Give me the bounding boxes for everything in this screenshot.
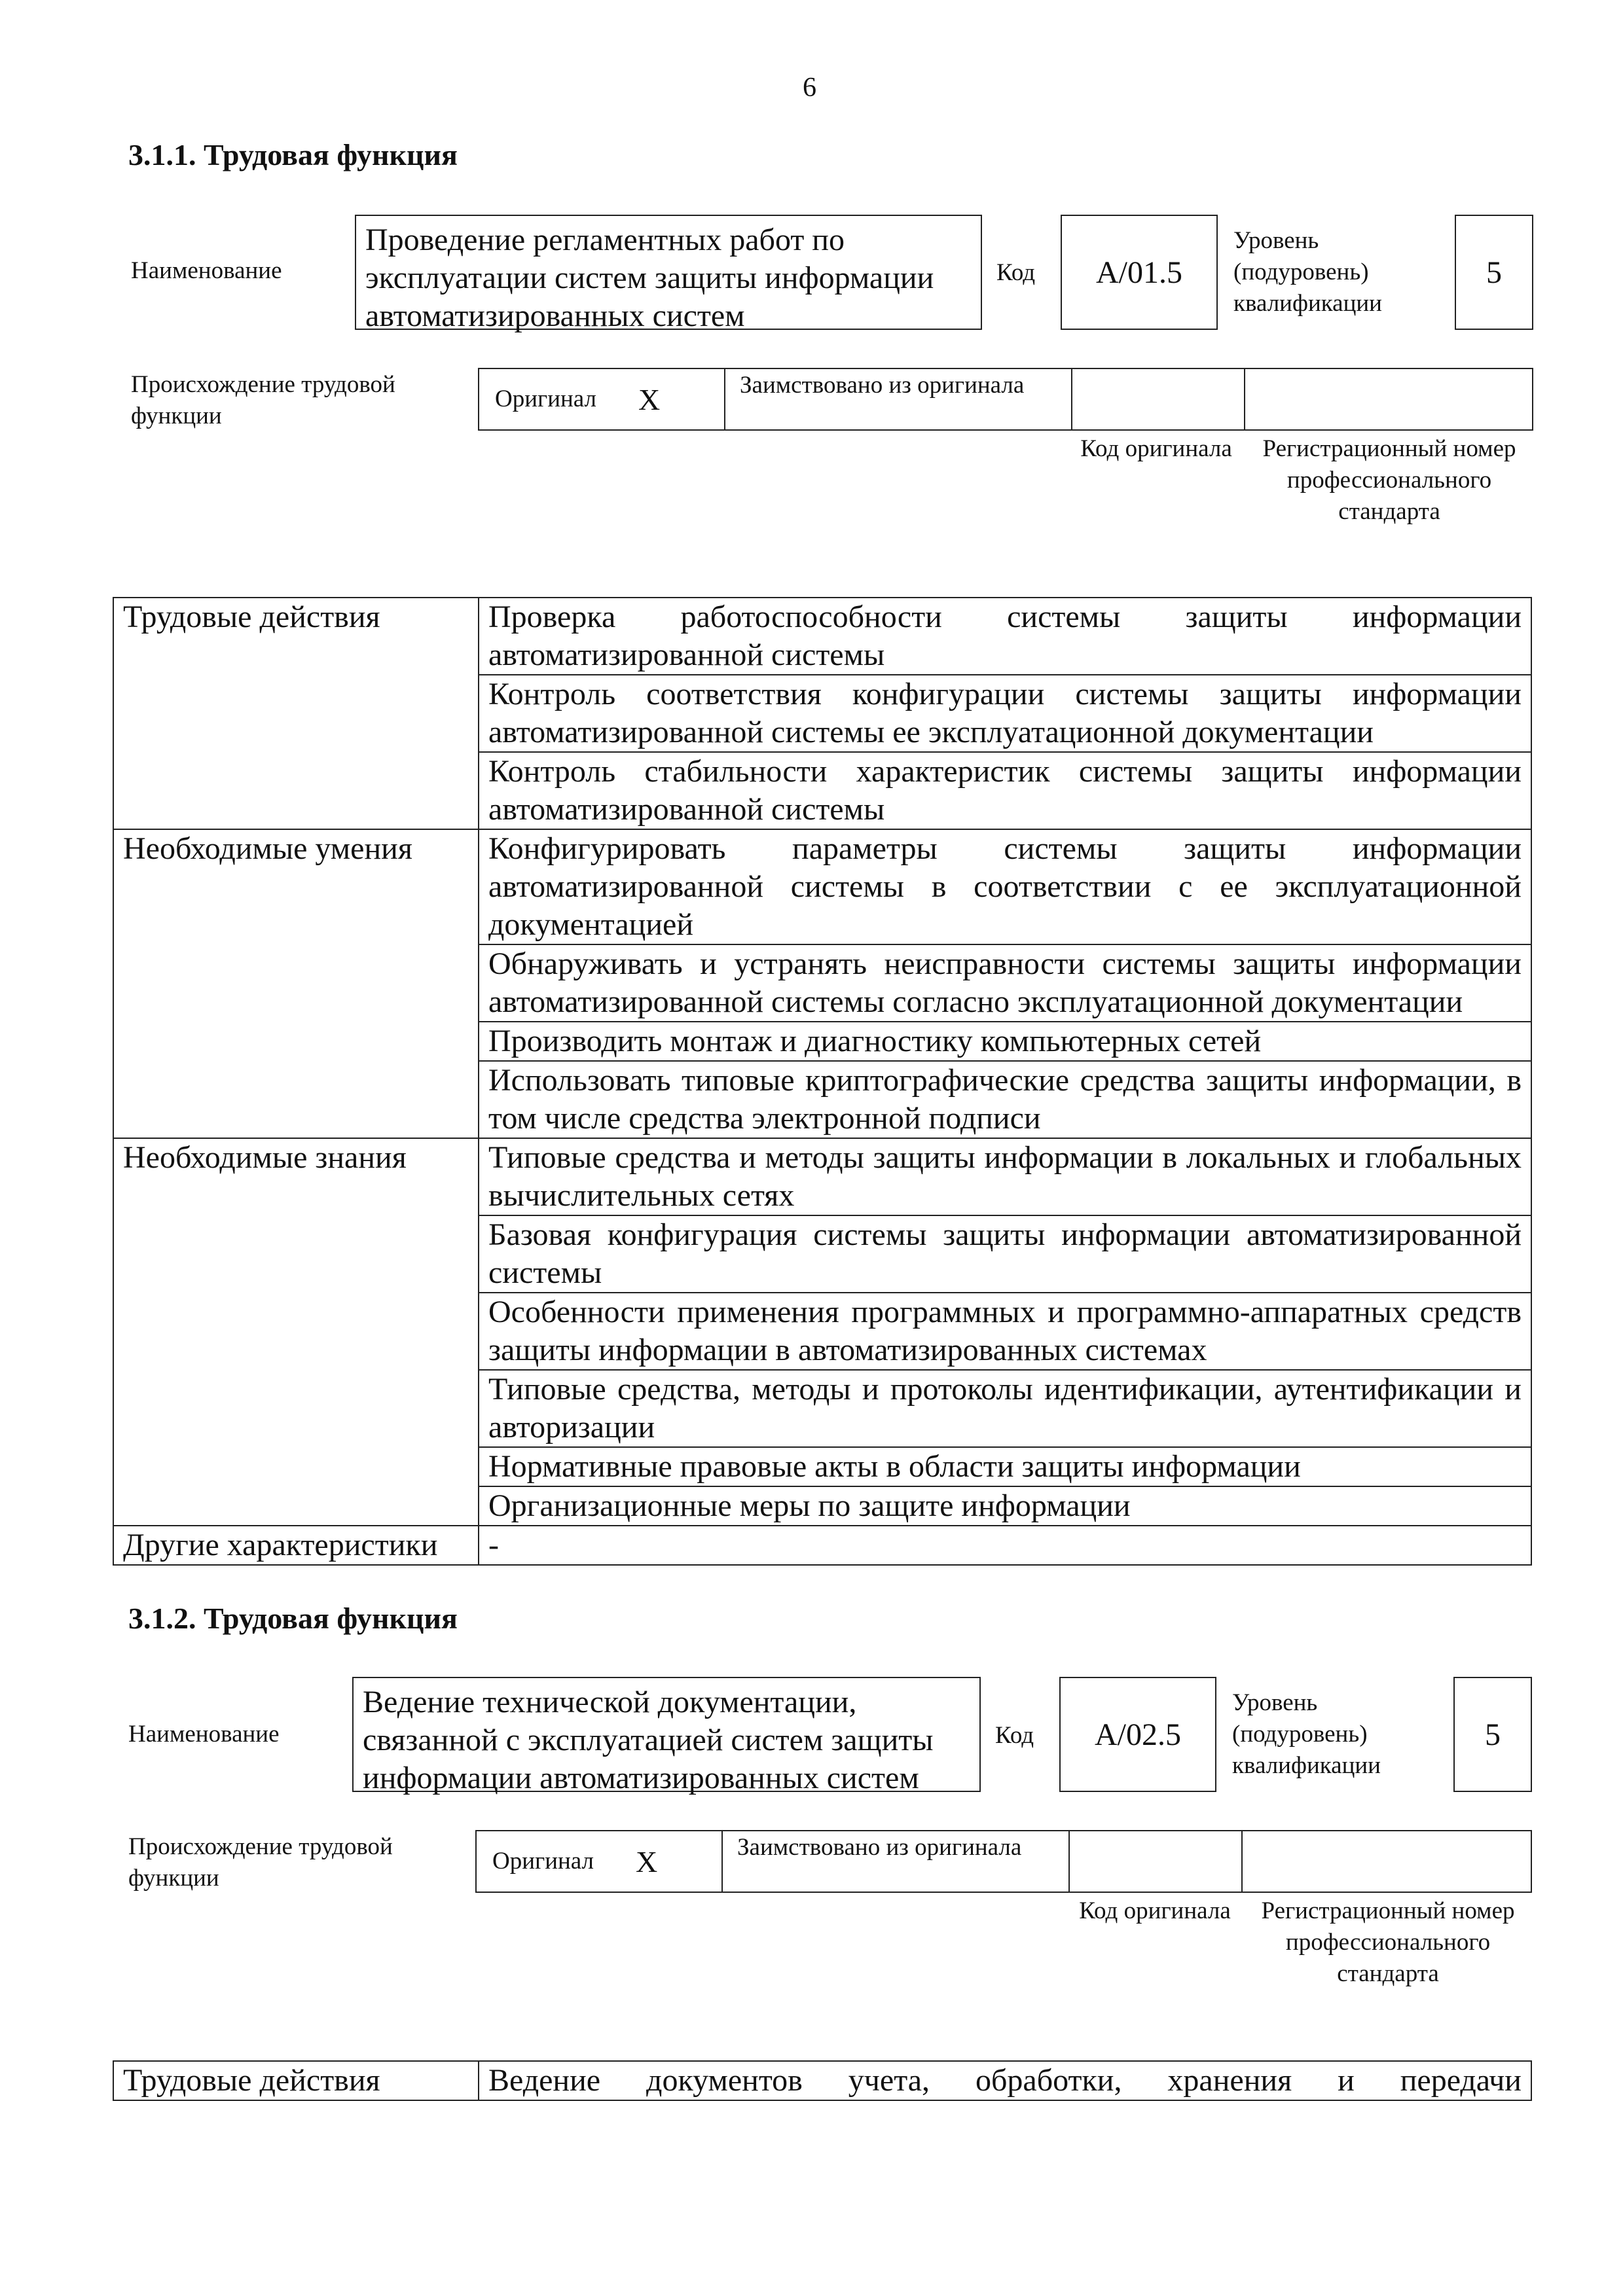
original-mark: X [636, 1844, 658, 1878]
reg-number-caption: Регистрационный номер профессионального стандарта [1261, 1897, 1515, 1987]
list-item: Использовать типовые криптографические средства защиты информации, в том числе средства электронной подписи [479, 1061, 1531, 1138]
list-item: Организационные меры по защите информации [479, 1486, 1531, 1526]
table-row [113, 1526, 1531, 1565]
category-other: Другие характеристики [113, 1526, 479, 1565]
function-name: Ведение технической документации, связанной с эксплуатацией систем защиты информации автоматизированных систем [363, 1685, 934, 1795]
origin-original-cell [477, 1831, 723, 1892]
level-label: Уровень (подуровень) квалификации [1232, 1689, 1381, 1779]
name-label: Наименование [131, 257, 282, 284]
page-number: 6 [803, 73, 816, 103]
original-label: Оригинал [492, 1848, 594, 1874]
other-value: - [479, 1526, 1531, 1565]
list-item: Типовые средства и методы защиты информации в локальных и глобальных вычислительных сетях [479, 1138, 1531, 1215]
origin-label: Происхождение трудовой функции [131, 371, 395, 429]
section-heading-3-1-1: 3.1.1. Трудовая функция [128, 138, 458, 171]
reg-number-cell [1243, 1831, 1531, 1892]
function-name: Проведение регламентных работ по эксплуатации систем защиты информации автоматизированных систем [365, 223, 934, 333]
table-row [113, 1138, 1531, 1215]
code-value: A/02.5 [1095, 1717, 1181, 1752]
list-item: Проверка работоспособности системы защиты информации автоматизированной системы [479, 598, 1531, 675]
list-item: Типовые средства, методы и протоколы идентификации, аутентификации и авторизации [479, 1370, 1531, 1447]
list-item: Особенности применения программных и программно-аппаратных средств защиты информации в автоматизированных системах [479, 1293, 1531, 1370]
category-skills: Необходимые умения [113, 829, 479, 1138]
level-box [1455, 215, 1533, 330]
name-label: Наименование [128, 1721, 280, 1748]
function-name-box [355, 215, 982, 333]
list-item: Контроль соответствия конфигурации системы защиты информации автоматизированной системы ее эксплуатационной документации [479, 675, 1531, 752]
code-box [1059, 1677, 1216, 1792]
code-original-caption: Код оригинала [1079, 1897, 1231, 1924]
level-label: Уровень (подуровень) квалификации [1233, 227, 1382, 317]
code-original-cell [1070, 1831, 1243, 1892]
category-knowledge: Необходимые знания [113, 1138, 479, 1526]
original-mark: X [638, 382, 661, 416]
origin-row [475, 1830, 1532, 1893]
requirements-table-2 [113, 2060, 1532, 2101]
table-row [113, 2061, 1531, 2100]
level-box [1453, 1677, 1532, 1792]
level-value: 5 [1485, 1717, 1501, 1752]
code-value: A/01.5 [1096, 255, 1182, 290]
list-item: Базовая конфигурация системы защиты информации автоматизированной системы [479, 1215, 1531, 1293]
reg-number-cell [1245, 369, 1532, 429]
code-label: Код [996, 259, 1036, 286]
original-label: Оригинал [495, 386, 597, 412]
table-row [113, 598, 1531, 675]
requirements-table-1 [113, 597, 1532, 1566]
category-labor-actions: Трудовые действия [113, 598, 479, 829]
code-original-caption: Код оригинала [1080, 435, 1232, 462]
function-name-box [352, 1677, 981, 1795]
borrowed-cell [723, 1831, 1070, 1892]
table-row [113, 829, 1531, 944]
origin-row [478, 368, 1533, 431]
level-value: 5 [1486, 255, 1502, 290]
category-labor-actions: Трудовые действия [113, 2061, 479, 2100]
list-item: Контроль стабильности характеристик системы защиты информации автоматизированной системы [479, 752, 1531, 829]
code-box [1061, 215, 1218, 330]
list-item: Обнаруживать и устранять неисправности системы защиты информации автоматизированной системы согласно эксплуатационной документации [479, 944, 1531, 1022]
list-item: Конфигурировать параметры системы защиты информации автоматизированной системы в соответствии с ее эксплуатационной документацией [479, 829, 1531, 944]
code-label: Код [995, 1722, 1034, 1749]
list-item: Нормативные правовые акты в области защиты информации [479, 1447, 1531, 1486]
borrowed-cell [725, 369, 1072, 429]
section-heading-3-1-2: 3.1.2. Трудовая функция [128, 1602, 458, 1635]
origin-label: Происхождение трудовой функции [128, 1833, 393, 1892]
code-original-cell [1072, 369, 1245, 429]
list-item: Ведение документов учета, обработки, хранения и передачи [479, 2061, 1531, 2100]
borrowed-label: Заимствовано из оригинала [740, 372, 1025, 399]
origin-original-cell [479, 369, 725, 429]
borrowed-label: Заимствовано из оригинала [737, 1834, 1022, 1861]
reg-number-caption: Регистрационный номер профессионального стандарта [1262, 435, 1516, 525]
list-item: Производить монтаж и диагностику компьютерных сетей [479, 1022, 1531, 1061]
